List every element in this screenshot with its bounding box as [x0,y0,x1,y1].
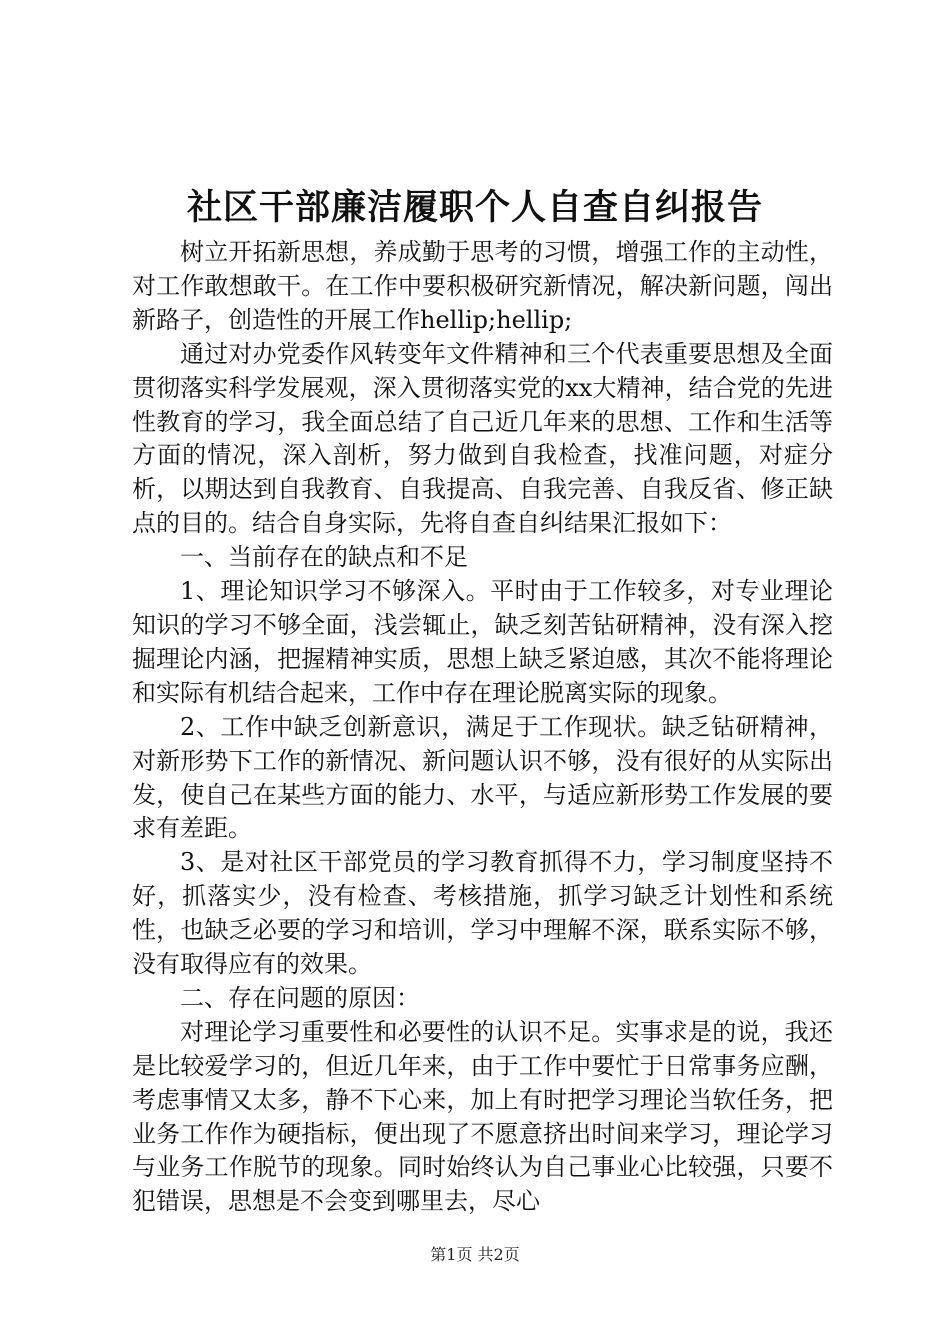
paragraph-item-2: 2、工作中缺乏创新意识，满足于工作现状。缺乏钻研精神，对新形势下工作的新情况、新问题认识不够，没有很好的从实际出发，使自己在某些方面的能力、水平，与适应新形势工作发展的要求有差距。 [132,712,833,843]
page-number-footer: 第1页 共2页 [430,1245,520,1264]
paragraph-causes: 对理论学习重要性和必要性的认识不足。实事求是的说，我还是比较爱学习的，但近几年来，由于工作中要忙于日常事务应酬，考虑事情又太多，静不下心来，加上有时把学习理论当软任务，把业务工作作为硬指标，便出现了不愿意挤出时间来学习，理论学习与业务工作脱节的现象。同时始终认为自己事业心比较强，只要不犯错误，思想是不会变到哪里去，尽心 [132,1017,833,1216]
section-heading-shortcomings: 一、当前存在的缺点和不足 [180,543,468,572]
paragraph-intro: 树立开拓新思想，养成勤于思考的习惯，增强工作的主动性，对工作敢想敢干。在工作中要积极研究新情况，解决新问题，闯出新路子，创造性的开展工作hellip;hellip; [132,238,833,334]
paragraph-item-1: 1、理论知识学习不够深入。平时由于工作较多，对专业理论知识的学习不够全面，浅尝辄止，缺乏刻苦钻研精神，没有深入挖掘理论内涵，把握精神实质，思想上缺乏紧迫感，其次不能将理论和实际有机结合起来，工作中存在理论脱离实际的现象。 [132,577,833,707]
paragraph-item-3: 3、是对社区干部党员的学习教育抓得不力，学习制度坚持不好，抓落实少，没有检查、考核措施，抓学习缺乏计划性和系统性，也缺乏必要的学习和培训，学习中理解不深，联系实际不够，没有取得应有的效果。 [132,848,833,979]
document-body [132,236,833,1219]
section-heading-causes: 二、存在问题的原因： [180,983,420,1012]
paragraph-summary: 通过对办党委作风转变年文件精神和三个代表重要思想及全面贯彻落实科学发展观，深入贯彻落实党的xx大精神，结合党的先进性教育的学习，我全面总结了自己近几年来的思想、工作和生活等方面的情况，深入剖析，努力做到自我检查，找准问题，对症分析，以期达到自我教育、自我提高、自我完善、自我反省、修正缺点的目的。结合自身实际，先将自查自纠结果汇报如下： [132,339,833,538]
document-title: 社区干部廉洁履职个人自查自纠报告 [186,187,763,228]
